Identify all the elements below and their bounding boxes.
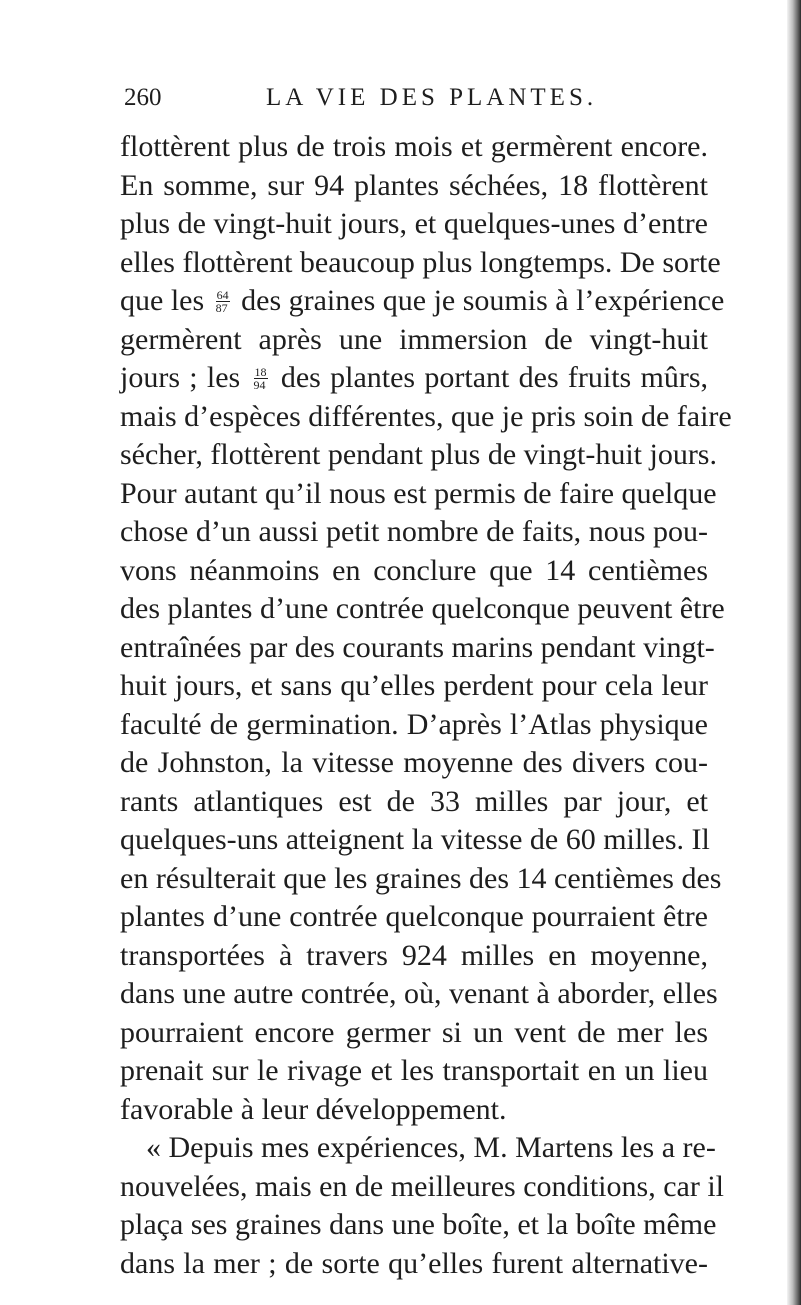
text-line: sécher, flottèrent pendant plus de vingt-huit jours. (120, 438, 717, 471)
text-line: flottèrent plus de trois mois et germèrent encore. (120, 130, 708, 163)
text-line: rants atlantiques est de 33 milles par jour, et (120, 784, 708, 818)
text-line: de Johnston, la vitesse moyenne des divers cou- (120, 746, 708, 779)
text-segment: jours ; les (120, 361, 241, 394)
text-line: « Depuis mes expériences, M. Martens les a re- (146, 1131, 716, 1164)
page-edge-shadow (787, 0, 801, 1305)
text-segment: des graines que je soumis à l’expérience (241, 284, 725, 317)
text-line: plantes d’une contrée quelconque pourraient être (120, 900, 708, 933)
fraction-denominator: 94 (253, 377, 266, 392)
text-line (120, 359, 708, 398)
text-segment: que les (120, 284, 205, 317)
text-line: elles flottèrent beaucoup plus longtemps. De sorte (120, 245, 721, 279)
text-line: transportées à travers 924 milles en moyenne, (120, 938, 708, 972)
text-line: plus de vingt-huit jours, et quelques-unes d’entre (120, 207, 708, 240)
text-line: mais d’espèces différentes, que je pris soin de faire (120, 399, 732, 433)
text-line: nouvelées, mais en de meilleures conditions, car il (120, 1169, 724, 1203)
fraction-numerator: 18 (254, 364, 267, 379)
body-text (120, 128, 732, 1283)
text-line: germèrent après une immersion de vingt-huit (120, 322, 708, 356)
text-line: plaça ses graines dans une boîte, et la boîte même (120, 1208, 717, 1241)
text-line: des plantes d’une contrée quelconque peuvent être (120, 592, 725, 625)
running-title: LA VIE DES PLANTES. (266, 84, 598, 111)
text-line: prenait sur le rivage et les transportait en un lieu (120, 1054, 708, 1087)
text-line: en résulterait que les graines des 14 centièmes des (120, 861, 722, 895)
page-number: 260 (124, 84, 162, 111)
text-line: vons néanmoins en conclure que 14 centièmes (120, 553, 708, 587)
text-line: pourraient encore germer si un vent de mer les (120, 1015, 708, 1049)
fraction-denominator: 87 (215, 300, 228, 315)
text-line: dans la mer ; de sorte qu’elles furent alternative- (120, 1246, 708, 1280)
text-segment: des plantes portant des fruits mûrs, (280, 361, 709, 394)
text-line: entraînées par des courants marins pendant vingt- (120, 630, 715, 664)
text-line (120, 282, 725, 321)
text-line: En somme, sur 94 plantes séchées, 18 flottèrent (120, 168, 708, 202)
text-line: Pour autant qu’il nous est permis de faire quelque (120, 476, 717, 510)
fraction-64-87 (216, 289, 230, 314)
text-line: chose d’un aussi petit nombre de faits, nous pou- (120, 515, 708, 548)
text-line: dans une autre contrée, où, venant à aborder, elles (120, 977, 718, 1010)
fraction-18-94 (254, 366, 268, 391)
fraction-numerator: 64 (216, 287, 229, 302)
text-line: quelques-uns atteignent la vitesse de 60 milles. Il (120, 823, 710, 856)
text-line: favorable à leur développement. (120, 1092, 507, 1126)
text-line: faculté de germination. D’après l’Atlas physique (120, 707, 708, 741)
text-line: huit jours, et sans qu’elles perdent pour cela leur (120, 669, 708, 702)
page-header (124, 84, 709, 112)
